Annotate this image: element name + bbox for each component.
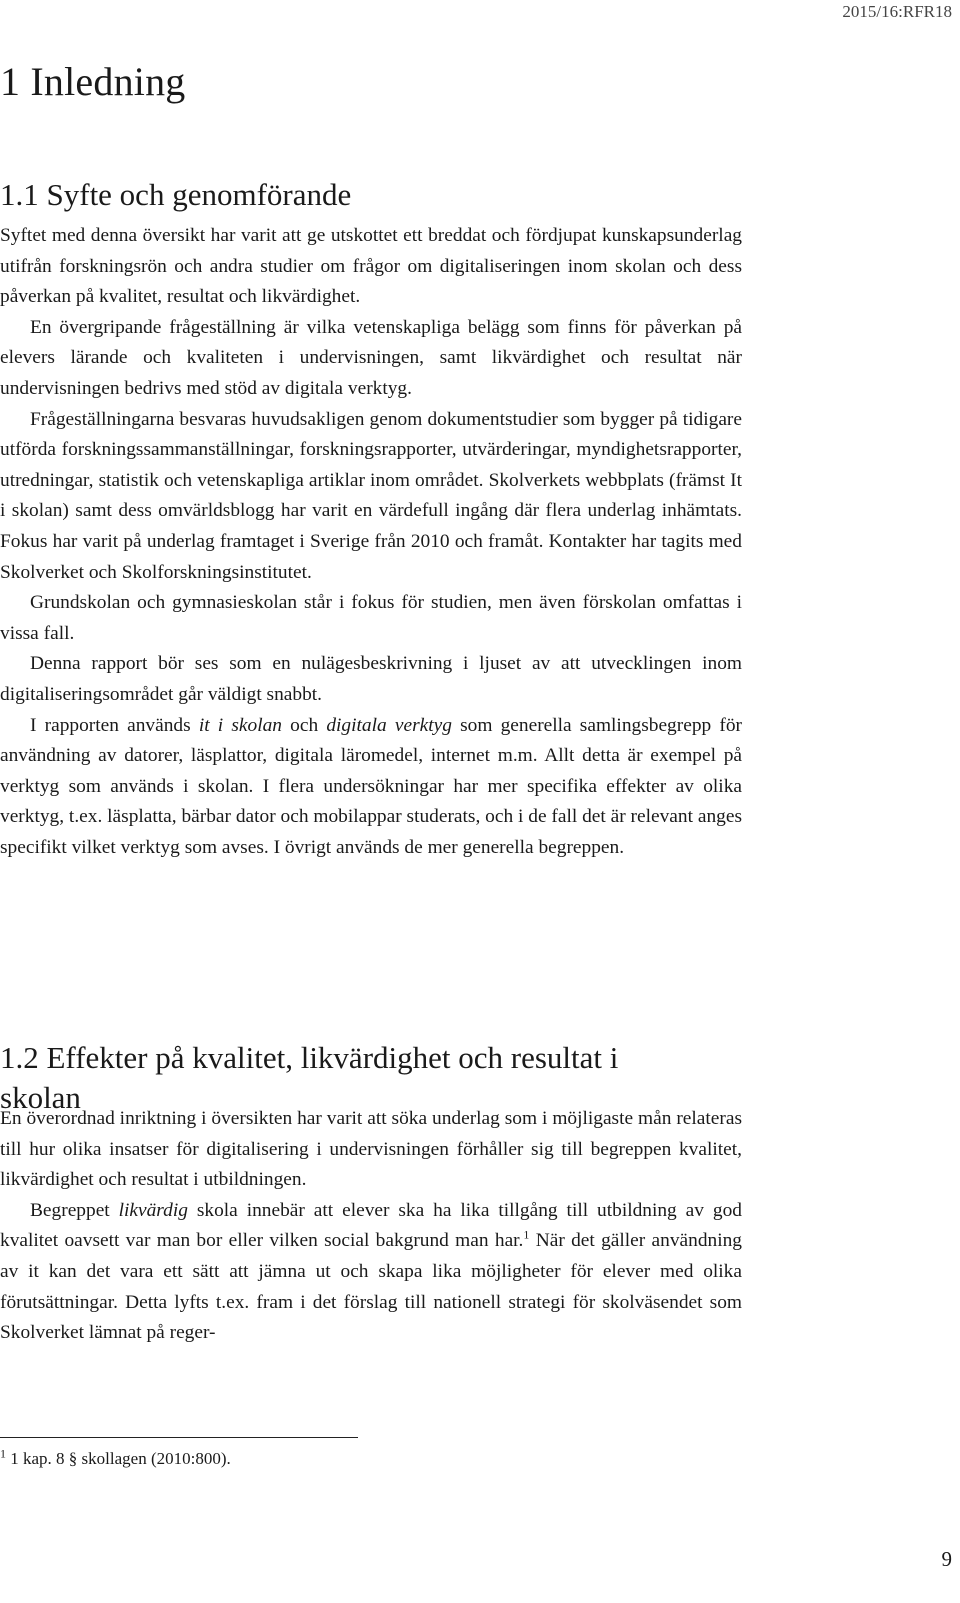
paragraph <box>0 711 742 864</box>
paragraph: Syftet med denna översikt har varit att ge utskottet ett breddat och fördjupat kunskapsunderlag utifrån forskningsrön och andra studier om frågor om digitaliseringen inom skolan och dess påverkan på kvalitet, resultat och likvärdighet. <box>0 225 742 308</box>
text-run: Begreppet <box>30 1199 119 1221</box>
paragraph: Denna rapport bör ses som en nulägesbeskrivning i ljuset av att utvecklingen inom digitaliseringsområdet går väldigt snabbt. <box>0 653 742 705</box>
chapter-title: 1 Inledning <box>0 59 186 104</box>
paragraph: En överordnad inriktning i översikten har varit att söka underlag som i möjligaste mån relateras till hur olika insatser för digitalisering i undervisningen förhåller sig till begreppen kvalitet, likvärdighet och resultat i utbildningen. <box>0 1108 742 1191</box>
italic-term: digitala verktyg <box>326 714 452 736</box>
text-run: När det gäller användning av it kan det vara ett sätt att jämna ut och skapa lika möjligheter för elever med olika förutsättningar. Detta lyfts t.ex. fram i det förslag till nationell strategi för skolväsendet som Skolverket lämnat på reger- <box>0 1230 743 1344</box>
italic-term: likvärdig <box>118 1199 188 1221</box>
footnote-divider <box>0 1437 358 1438</box>
footnote-mark: 1 <box>0 1446 6 1461</box>
text-run: och <box>281 714 327 736</box>
document-id: 2015/16:RFR18 <box>842 2 952 21</box>
paragraph: En övergripande frågeställning är vilka vetenskapliga belägg som finns för påverkan på elevers lärande och kvaliteten i undervisningen, samt likvärdighet och resultat när undervisningen bedrivs med stöd av digitala verktyg. <box>0 316 742 399</box>
section-title-1-1: 1.1 Syfte och genomförande <box>0 177 352 212</box>
page-number: 9 <box>941 1547 952 1571</box>
text-run: I rapporten används <box>30 714 199 736</box>
paragraph <box>0 1196 742 1349</box>
italic-term: it i skolan <box>198 714 282 736</box>
text-run: skola innebär att elever ska ha lika tillgång till utbildning av god kvalitet oavsett var man bor eller vilken social bakgrund man har. <box>0 1199 743 1252</box>
paragraph: Frågeställningarna besvaras huvudsakligen genom dokumentstudier som bygger på tidigare utförda forskningssammanställningar, forskningsrapporter, utvärderingar, myndighetsrapporter, utredningar, statistik och vetenskapliga artiklar inom området. Skolverkets webbplats (främst It i skolan) samt dess omvärldsblogg har varit en värdefull ingång där flera underlag inhämtats. Fokus har varit på underlag framtaget i Sverige från 2010 och framåt. Kontakter har tagits med Skolverket och Skolforskningsinstitutet. <box>0 408 742 583</box>
section-1-1-body <box>0 221 742 863</box>
section-title-1-2: 1.2 Effekter på kvalitet, likvärdighet och resultat i skolan <box>0 1040 619 1115</box>
footnote-reference[interactable]: 1 <box>523 1227 530 1242</box>
footnote <box>0 1447 231 1471</box>
text-run: som generella samlingsbegrepp för användning av datorer, läsplattor, digitala läromedel, internet m.m. Allt detta är exempel på verktyg som används i skolan. I flera undersökningar har mer specifika effekter av olika verktyg, t.ex. läsplatta, bärbar dator och mobilappar studerats, och i de fall det är relevant anges specifikt vilket verktyg som avses. I övrigt används de mer generella begreppen. <box>0 714 742 858</box>
paragraph: Grundskolan och gymnasieskolan står i fokus för studien, men även förskolan omfattas i vissa fall. <box>0 592 742 644</box>
footnote-text: 1 kap. 8 § skollagen (2010:800). <box>6 1449 231 1468</box>
section-1-2-body <box>0 1104 742 1349</box>
